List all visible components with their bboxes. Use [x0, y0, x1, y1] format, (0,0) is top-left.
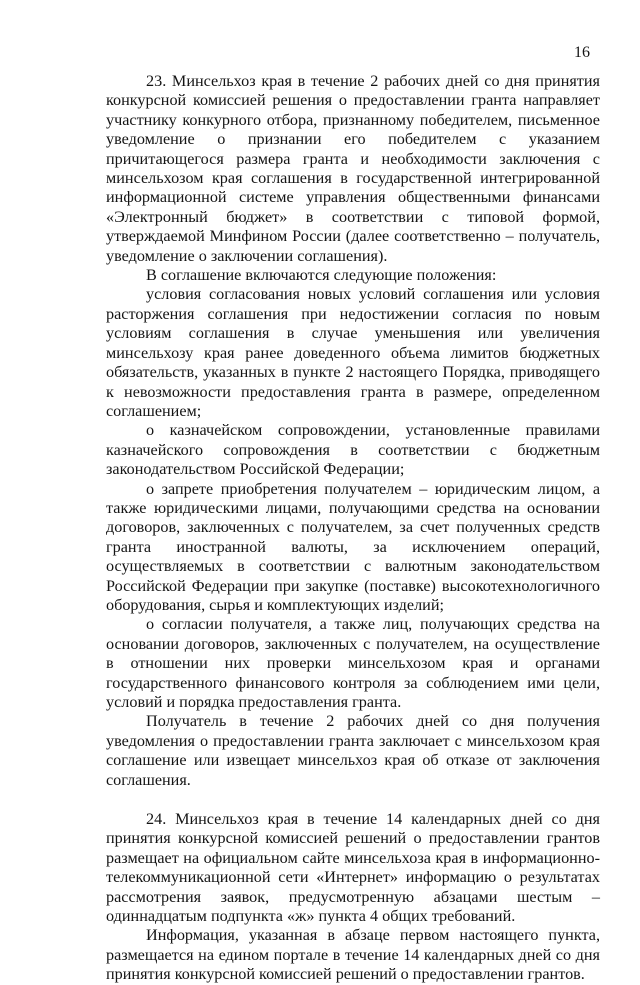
paragraph-consent-to-audit: о согласии получателя, а также лиц, получающих средства на основании договоров, заключенных с получателем, на осуществление в отношении них проверки минсельхозом края и органами государственного финансового контроля за соблюдением ими цели, условий и порядка предоставления гранта.: [106, 615, 600, 711]
paragraph-currency-ban: о запрете приобретения получателем – юридическим лицом, а также юридическими лицами, получающими средства на основании договоров, заключенных с получателем, за счет полученных средств гранта иностранной валюты, за исключением операций, осуществляемых в соответствии с валютным законодательством Российской Федерации при закупке (поставке) высокотехнологичного оборудования, сырья и комплектующих изделий;: [106, 479, 600, 614]
page-number: 16: [574, 44, 590, 61]
paragraph-termination-conditions: условия согласования новых условий соглашения или условия расторжения соглашения при недостижении согласия по новым условиям соглашения в случае уменьшения или увеличения минсельхозу края ранее доведенного объема лимитов бюджетных обязательств, указанных в пункте 2 настоящего Порядка, приводящего к невозможности предоставления гранта в размере, определенном соглашением;: [106, 285, 600, 420]
paragraph-agreement-provisions-intro: В соглашение включаются следующие положения:: [146, 266, 497, 285]
paragraph-24-publication: 24. Минсельхоз края в течение 14 календарных дней со дня принятия конкурсной комиссией решений о предоставлении грантов размещает на официальном сайте минсельхоза края в информационно-телекоммуникационной сети «Интернет» информацию о результатах рассмотрения заявок, предусмотренную абзацами шестым – одиннадцатым подпункта «ж» пункта 4 общих требований.: [106, 810, 600, 926]
document-body: [106, 72, 600, 985]
paragraph-treasury-support: о казначейском сопровождении, установленные правилами казначейского сопровождения в соответствии с бюджетным законодательством Российской Федерации;: [106, 421, 600, 479]
paragraph-unified-portal: Информация, указанная в абзаце первом настоящего пункта, размещается на едином портале в течение 14 календарных дней со дня принятия конкурсной комиссией решений о предоставлении грантов.: [106, 926, 600, 984]
paragraph-23-notification: 23. Минсельхоз края в течение 2 рабочих дней со дня принятия конкурсной комиссией решения о предоставлении гранта направляет участнику конкурного отбора, признанному победителем, письменное уведомление о признании его победителем с указанием причитающегося размера гранта и необходимости заключения с минсельхозом края соглашения в государственной интегрированной информационной системе управления общественными финансами «Электронный бюджет» в соответствии с типовой формой, утверждаемой Минфином России (далее соответственно – получатель, уведомление о заключении соглашения).: [106, 72, 600, 265]
paragraph-recipient-deadline: Получатель в течение 2 рабочих дней со дня получения уведомления о предоставлении гранта заключает с минсельхозом края соглашение или извещает минсельхоз края об отказе от заключения соглашения.: [106, 712, 600, 789]
